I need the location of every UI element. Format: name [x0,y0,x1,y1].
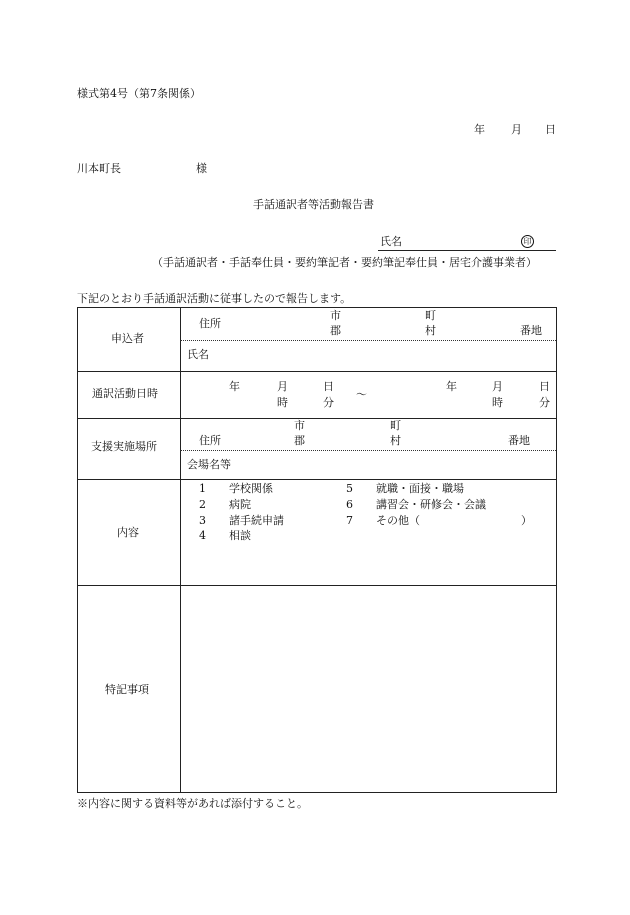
start-year: 年 [229,380,240,393]
end-year: 年 [446,380,457,393]
start-month: 月 [277,380,288,393]
venue-town: 町 [390,419,401,432]
signer-name-label: 氏名 [380,235,402,248]
applicant-address-label: 住所 [199,317,221,330]
content-item-text: 就職・面接・職場 [376,482,464,495]
document-title: 手話通訳者等活動報告書 [253,198,374,211]
content-item-text: 相談 [229,529,251,542]
venue-village: 村 [390,434,401,447]
datetime-label: 通訳活動日時 [92,387,158,400]
content-item-num: 7 [346,514,353,527]
other-close-paren: ） [521,514,532,527]
applicant-name-label: 氏名 [187,348,209,361]
addressee-name: 川本町長 [77,162,121,175]
venue-city: 市 [294,419,305,432]
role-list: （手話通訳者・手話奉仕員・要約筆記者・要約筆記奉仕員・居宅介護事業者） [152,256,537,269]
content-item-num: 1 [199,482,206,495]
seal-mark: 印 [521,235,534,248]
applicant-city: 市 [330,309,341,322]
intro-text: 下記のとおり手話通訳活動に従事したので報告します。 [77,292,352,305]
end-day: 日 [539,380,550,393]
applicant-county: 郡 [330,324,341,337]
addressee-honorific: 様 [196,162,207,175]
end-hour: 時 [492,396,503,409]
content-item-num: 3 [199,514,206,527]
content-item-text: 諸手続申請 [229,514,284,527]
remarks-label: 特記事項 [105,683,149,696]
venue-label: 支援実施場所 [91,440,157,453]
end-month: 月 [492,380,503,393]
applicant-village: 村 [425,324,436,337]
datetime-separator: ～ [356,388,367,401]
venue-name-label: 会場名等 [187,458,231,471]
venue-banchi: 番地 [508,434,530,447]
start-minute: 分 [323,396,334,409]
signer-underline [378,250,556,251]
content-item-num: 6 [346,498,353,511]
venue-address-label: 住所 [199,434,221,447]
content-label: 内容 [117,526,139,539]
date-month: 月 [511,123,522,136]
content-item-num: 5 [346,482,353,495]
content-item-text: 講習会・研修会・会議 [376,498,486,511]
date-year: 年 [474,123,485,136]
content-item-num: 4 [199,529,206,542]
applicant-label: 申込者 [111,332,144,345]
content-item-text: 病院 [229,498,251,511]
start-day: 日 [323,380,334,393]
end-minute: 分 [539,396,550,409]
start-hour: 時 [277,396,288,409]
footnote: ※内容に関する資料等があれば添付すること。 [77,797,308,810]
date-day: 日 [545,123,556,136]
applicant-town: 町 [425,309,436,322]
content-item-num: 2 [199,498,206,511]
venue-county: 郡 [294,434,305,447]
content-item-text: その他（ [376,514,420,527]
form-number: 様式第4号（第7条関係） [77,87,201,100]
applicant-banchi: 番地 [520,324,542,337]
content-item-text: 学校関係 [229,482,273,495]
